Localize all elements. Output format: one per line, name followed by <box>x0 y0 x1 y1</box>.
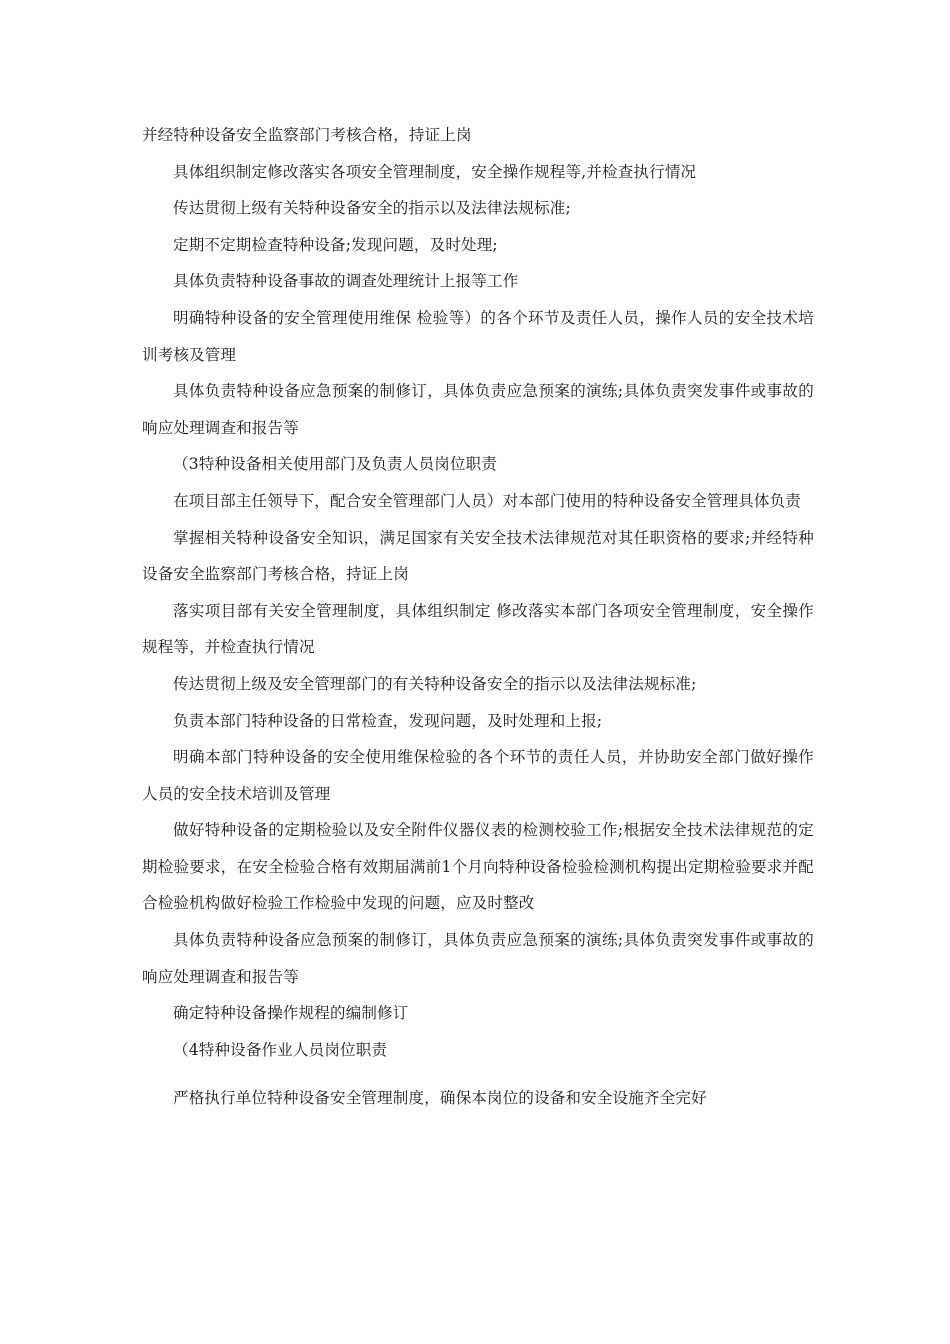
paragraph: 明确本部门特种设备的安全使用维保检验的各个环节的责任人员，并协助安全部门做好操作人员的安全技术培训及管理 <box>142 748 814 803</box>
section-heading: （3特种设备相关使用部门及负责人员岗位职责 <box>173 455 498 474</box>
paragraph: 严格执行单位特种设备安全管理制度，确保本岗位的设备和安全设施齐全完好 <box>173 1089 707 1108</box>
paragraph: 明确特种设备的安全管理使用维保 检验等）的各个环节及责任人员，操作人员的安全技术培训考核及管理 <box>142 308 814 364</box>
paragraph: 具体负责特种设备应急预案的制修订，具体负责应急预案的演练;具体负责突发事件或事故的响应处理调查和报告等 <box>142 931 814 986</box>
paragraph: 做好特种设备的定期检验以及安全附件仪器仪表的检测校验工作;根据安全技术法律规范的定期检验要求，在安全检验合格有效期届满前1个月向特种设备检验检测机构提出定期检验要求并配合检验机构做好检验工作检验中发现的问题，应及时整改 <box>142 821 814 913</box>
paragraph: 掌握相关特种设备安全知识，满足国家有关安全技术法律规范对其任职资格的要求;并经特种设备安全监察部门考核合格，持证上岗 <box>142 528 814 584</box>
paragraph: 具体组织制定修改落实各项安全管理制度，安全操作规程等,并检查执行情况 <box>173 162 697 181</box>
paragraph: 具体负责特种设备事故的调查处理统计上报等工作 <box>173 272 519 291</box>
document-body <box>142 117 814 1117</box>
paragraph: 传达贯彻上级有关特种设备安全的指示以及法律法规标准; <box>173 199 571 218</box>
paragraph: 在项目部主任领导下，配合安全管理部门人员）对本部门使用的特种设备安全管理具体负责 <box>173 491 802 510</box>
paragraph: 确定特种设备操作规程的编制修订 <box>173 1004 409 1023</box>
paragraph: 定期不定期检查特种设备;发现问题，及时处理; <box>173 235 498 254</box>
section-heading: （4特种设备作业人员岗位职责 <box>173 1040 388 1059</box>
paragraph: 并经特种设备安全监察部门考核合格，持证上岗 <box>142 126 472 144</box>
paragraph: 负责本部门特种设备的日常检查，发现问题，及时处理和上报; <box>173 711 603 730</box>
paragraph: 传达贯彻上级及安全管理部门的有关特种设备安全的指示以及法律法规标准; <box>173 674 697 693</box>
paragraph: 落实项目部有关安全管理制度，具体组织制定 修改落实本部门各项安全管理制度，安全操作规程等，并检查执行情况 <box>142 601 814 657</box>
paragraph: 具体负责特种设备应急预案的制修订，具体负责应急预案的演练;具体负责突发事件或事故的响应处理调查和报告等 <box>142 382 814 437</box>
